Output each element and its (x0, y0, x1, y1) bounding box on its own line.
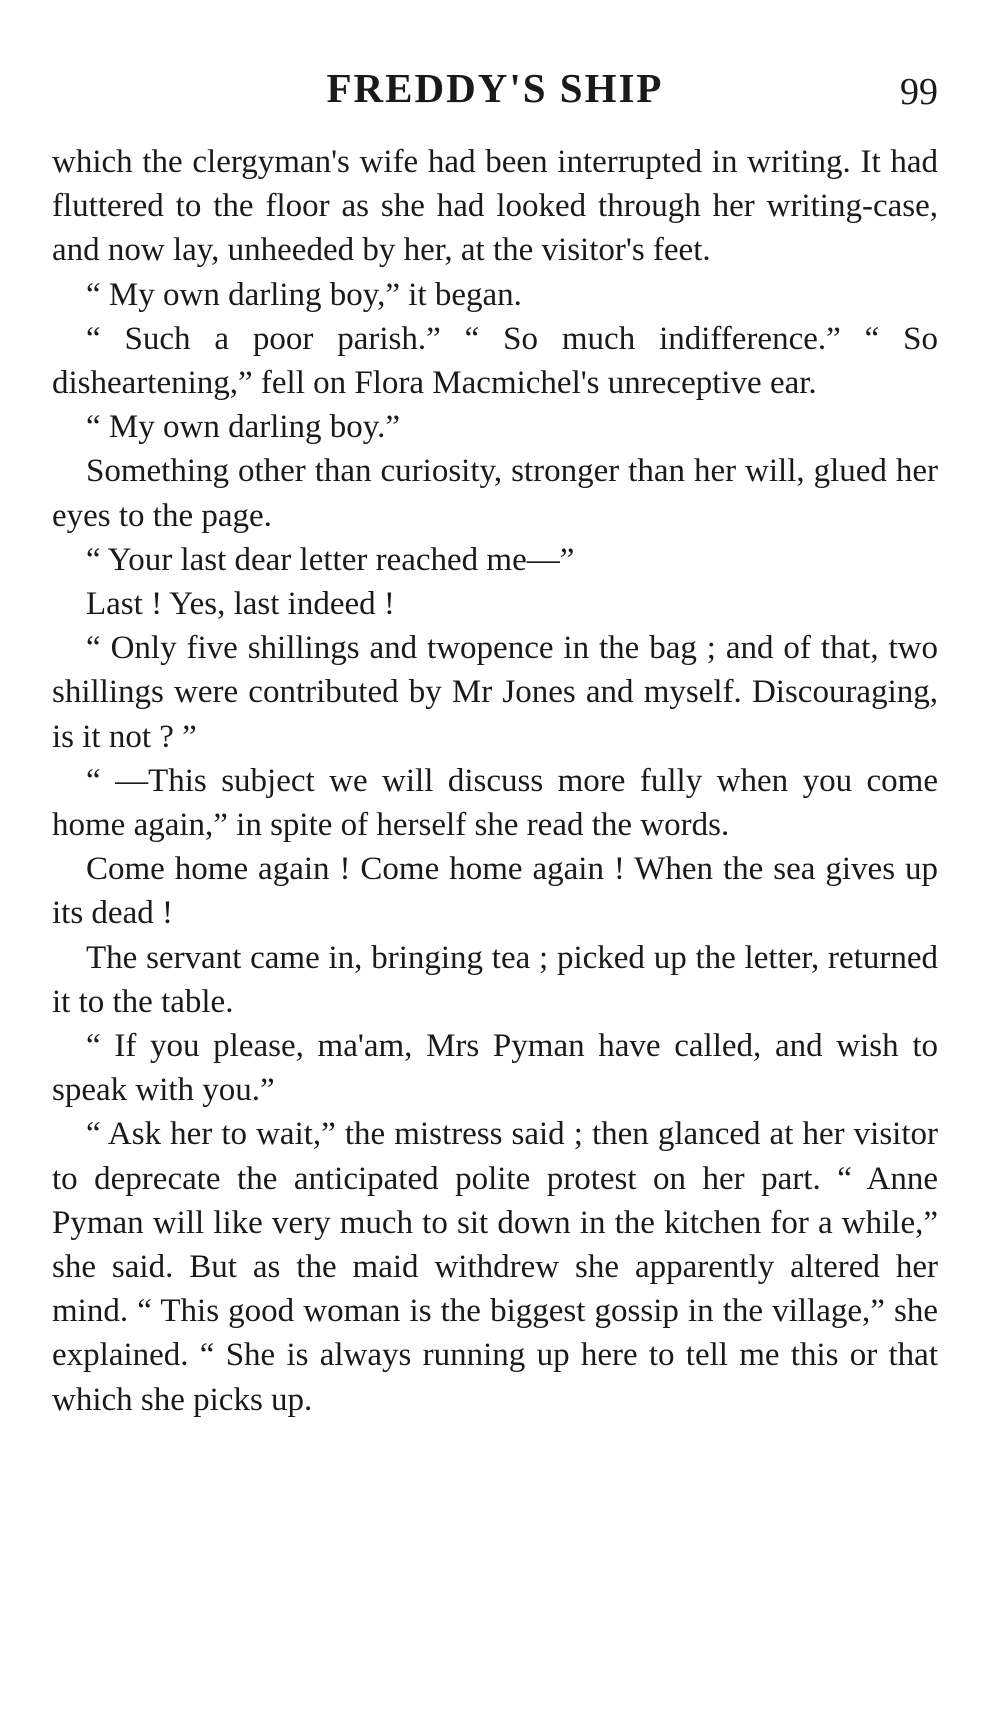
running-title: FREDDY'S SHIP (326, 65, 664, 111)
paragraph-12: “ If you please, ma'am, Mrs Pyman have called, and wish to speak with you.” (52, 1028, 938, 1109)
paragraph-2: “ My own darling boy,” it began. (86, 276, 522, 313)
page-header (52, 62, 938, 122)
paragraph-5: Something other than curiosity, stronger than her will, glued her eyes to the page. (52, 453, 938, 534)
page-number: 99 (900, 71, 938, 113)
paragraph-7: Last ! Yes, last indeed ! (86, 586, 395, 623)
body-text (52, 140, 938, 1422)
paragraph-6: “ Your last dear letter reached me—” (86, 541, 575, 578)
paragraph-4: “ My own darling boy.” (86, 409, 401, 446)
paragraph-13: “ Ask her to wait,” the mistress said ; then glanced at her visitor to deprecate the anticipated polite protest on her part. “ Anne Pyman will like very much to sit down in the kitchen for a while,” she said. But as the maid withdrew she apparently altered her mind. “ This good woman is the biggest gossip in the village,” she explained. “ She is always running up here to tell me this or that which she picks up. (52, 1116, 938, 1418)
paragraph-9: “ —This subject we will discuss more fully when you come home again,” in spite of herself she read the words. (52, 762, 938, 844)
paragraph-11: The servant came in, bringing tea ; picked up the letter, returned it to the table. (52, 939, 938, 1020)
paragraph-3: “ Such a poor parish.” “ So much indifference.” “ So disheartening,” fell on Flora Macmichel's unreceptive ear. (52, 320, 938, 402)
paragraph-8: “ Only five shillings and twopence in the bag ; and of that, two shillings were contributed by Mr Jones and myself. Discouraging, is it not ? ” (52, 630, 938, 755)
paragraph-10: Come home again ! Come home again ! When the sea gives up its dead ! (52, 851, 938, 932)
paragraph-1: which the clergyman's wife had been interrupted in writing. It had fluttered to the floor as she had looked through her writing-case, and now lay, unheeded by her, at the visitor's feet. (52, 144, 938, 269)
